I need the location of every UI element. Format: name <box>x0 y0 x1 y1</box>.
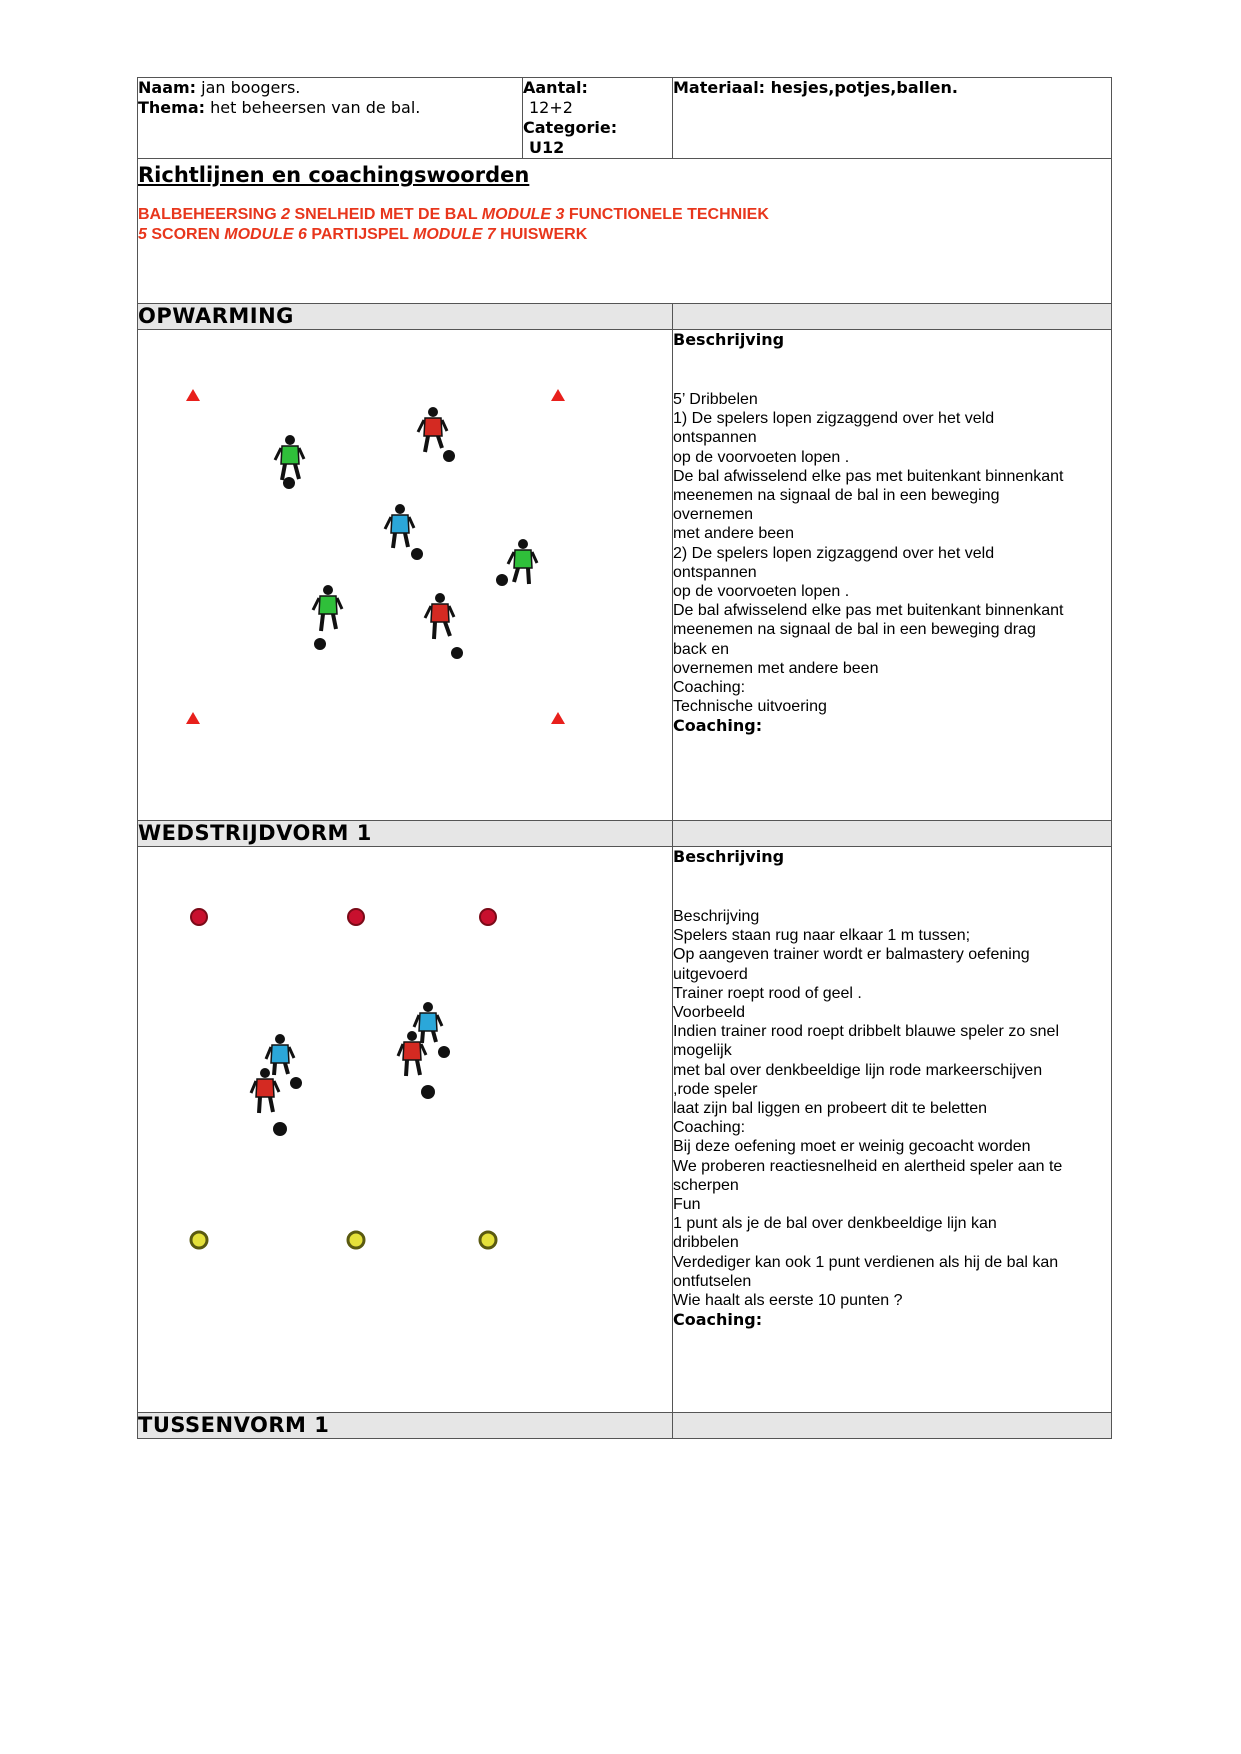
section-body-wedstrijdvorm <box>138 847 1112 1413</box>
description-line: Technische uitvoering <box>673 698 827 716</box>
description-line: overnemen met andere been <box>673 659 879 677</box>
description-line: op de voorvoeten lopen . <box>673 448 850 466</box>
guidelines-cell <box>138 159 1112 304</box>
description-line: Verdediger kan ook 1 punt verdienen als hij de bal kan <box>673 1253 1059 1271</box>
description-title: Beschrijving <box>673 847 785 866</box>
section-header-tussenvorm <box>138 1413 1112 1439</box>
section-label: TUSSENVORM 1 <box>138 1413 673 1439</box>
section-label: WEDSTRIJDVORM 1 <box>138 821 673 847</box>
match-diagram <box>138 847 673 1412</box>
description-line: met bal over denkbeeldige lijn rode markeerschijven <box>673 1061 1043 1079</box>
section-label: OPWARMING <box>138 304 673 330</box>
description-line: laat zijn bal liggen en probeert dit te beletten <box>673 1100 987 1118</box>
category-label: Categorie: <box>523 118 618 137</box>
section-header-empty <box>673 1413 1112 1439</box>
description-line: 5’ Dribbelen <box>673 391 758 408</box>
name-theme-cell <box>138 78 523 159</box>
cone-icon <box>186 389 200 401</box>
player-green-icon <box>275 435 304 489</box>
description-line: met andere been <box>673 525 794 543</box>
theme-value: het beheersen van de bal. <box>205 98 421 117</box>
description-line: dribbelen <box>673 1234 739 1252</box>
guideline-segment: FUNCTIONELE TECHNIEK <box>568 206 769 223</box>
yellow-marker-disc-icon <box>191 1232 207 1248</box>
section-header-empty <box>673 304 1112 330</box>
section-header-opwarming <box>138 304 1112 330</box>
guidelines-modules <box>138 205 1111 245</box>
description-line: Wie haalt als eerste 10 punten ? <box>673 1292 903 1310</box>
description-title: Beschrijving <box>673 330 785 349</box>
category-value: U12 <box>529 138 565 157</box>
description-line: Indien trainer rood roept dribbelt blauwe speler zo snel <box>673 1023 1060 1041</box>
guideline-segment: SNELHEID MET DE BAL <box>294 206 482 223</box>
player-green-icon <box>313 585 342 650</box>
player-red-icon <box>418 407 455 462</box>
description-line: meenemen na signaal de bal in een beweging drag <box>673 621 1036 639</box>
section-header-empty <box>673 821 1112 847</box>
coaching-label: Coaching: <box>673 716 763 736</box>
description-line: meenemen na signaal de bal in een beweging <box>673 487 1000 505</box>
description-line: Fun <box>673 1196 701 1214</box>
warmup-diagram <box>138 330 673 820</box>
red-marker-disc-icon <box>191 909 207 925</box>
description-line: Op aangeven trainer wordt er balmastery oefening <box>673 946 1030 964</box>
description-lines <box>673 390 1111 716</box>
player-red-icon <box>251 1068 287 1136</box>
match-description-cell <box>673 847 1112 1413</box>
count-value: 12+2 <box>529 98 573 117</box>
player-red-icon <box>425 593 463 659</box>
cone-icon <box>186 712 200 724</box>
guidelines-row <box>138 159 1112 304</box>
yellow-marker-disc-icon <box>480 1232 496 1248</box>
warmup-description-cell <box>673 330 1112 821</box>
warmup-diagram-cell <box>138 330 673 821</box>
description-line: Voorbeeld <box>673 1004 746 1022</box>
cone-icon <box>551 712 565 724</box>
section-body-opwarming <box>138 330 1112 821</box>
player-green-icon <box>496 539 537 586</box>
description-line: Beschrijving <box>673 908 760 925</box>
count-label: Aantal: <box>523 78 588 97</box>
guidelines-line-1 <box>138 205 1111 225</box>
description-line: ontfutselen <box>673 1272 752 1290</box>
description-line: We proberen reactiesnelheid en alertheid speler aan te <box>673 1157 1063 1175</box>
guideline-segment: 2 <box>281 206 295 223</box>
red-marker-disc-icon <box>480 909 496 925</box>
description-line: De bal afwisselend elke pas met buitenkant binnenkant <box>673 602 1064 620</box>
description-line: Trainer roept rood of geel . <box>673 984 862 1002</box>
guidelines-line-2 <box>138 225 1111 245</box>
guideline-segment: MODULE 7 <box>413 226 501 243</box>
guideline-segment: MODULE 3 <box>481 206 569 223</box>
description-line: ontspannen <box>673 429 757 447</box>
player-red-icon <box>398 1031 435 1099</box>
section-header-wedstrijdvorm <box>138 821 1112 847</box>
count-category-cell <box>523 78 673 159</box>
guideline-segment: SCOREN <box>151 226 225 243</box>
guideline-segment: MODULE 6 <box>224 226 312 243</box>
guideline-segment: HUISWERK <box>500 226 588 243</box>
red-marker-disc-icon <box>348 909 364 925</box>
description-line: 2) De spelers lopen zigzaggend over het veld <box>673 544 995 562</box>
description-line: ,rode speler <box>673 1080 758 1098</box>
player-blue-icon <box>385 504 423 560</box>
cone-icon <box>551 389 565 401</box>
description-line: 1 punt als je de bal over denkbeeldige lijn kan <box>673 1215 997 1233</box>
coaching-label: Coaching: <box>673 1310 763 1330</box>
description-line: back en <box>673 640 730 658</box>
guideline-segment: 5 <box>138 226 152 243</box>
guideline-segment: BALBEHEERSING <box>138 206 282 223</box>
session-plan <box>137 77 1111 1439</box>
name-label: Naam: <box>138 78 197 97</box>
description-line: overnemen <box>673 506 754 524</box>
description-line: Spelers staan rug naar elkaar 1 m tussen; <box>673 927 971 945</box>
description-line: Coaching: <box>673 1119 746 1137</box>
material-label: Materiaal: hesjes,potjes,ballen. <box>673 78 958 97</box>
material-cell <box>673 78 1112 159</box>
name-value: jan boogers. <box>196 78 301 97</box>
description-line: ontspannen <box>673 563 757 581</box>
match-diagram-cell <box>138 847 673 1413</box>
description-line: op de voorvoeten lopen . <box>673 583 850 601</box>
description-line: De bal afwisselend elke pas met buitenkant binnenkant <box>673 467 1064 485</box>
description-line: Bij deze oefening moet er weinig gecoacht worden <box>673 1138 1031 1156</box>
guideline-segment: PARTIJSPEL <box>311 226 414 243</box>
guidelines-title: Richtlijnen en coachingswoorden <box>138 163 530 187</box>
yellow-marker-disc-icon <box>348 1232 364 1248</box>
description-line: mogelijk <box>673 1042 732 1060</box>
description-lines <box>673 907 1111 1310</box>
description-line: Coaching: <box>673 679 746 697</box>
description-line: uitgevoerd <box>673 965 748 983</box>
session-plan-table <box>137 77 1112 1439</box>
description-line: 1) De spelers lopen zigzaggend over het veld <box>673 410 995 428</box>
header-row <box>138 78 1112 159</box>
description-line: scherpen <box>673 1176 739 1194</box>
theme-label: Thema: <box>138 98 206 117</box>
